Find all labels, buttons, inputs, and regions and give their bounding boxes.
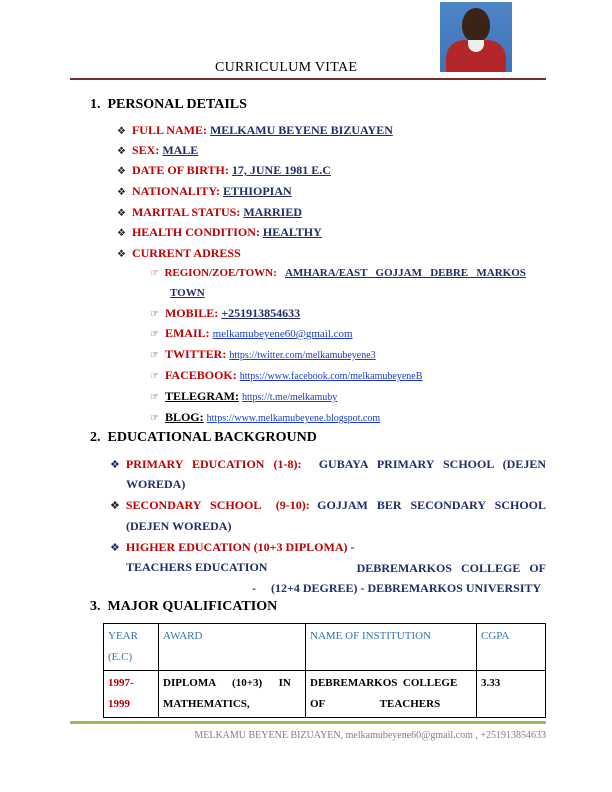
year-line2: 1999 [108, 698, 130, 710]
award-line2: MATHEMATICS, [163, 698, 250, 710]
section-title: PERSONAL DETAILS [107, 97, 247, 112]
education-secondary-line2 [126, 516, 231, 536]
cell-award [159, 671, 306, 718]
institution-line2: OF TEACHERS [310, 698, 441, 710]
item-value: MELKAMU BEYENE BIZUAYEN [209, 123, 393, 137]
profile-photo [440, 2, 512, 72]
mobile-value[interactable]: +251913854633 [221, 306, 301, 320]
higher-sep: - [347, 540, 358, 554]
pointing-hand-icon: ☞ [150, 413, 159, 424]
degree-dash: - [252, 581, 256, 595]
blog-link[interactable]: https://www.melkamubeyene.blogspot.com [206, 413, 381, 424]
personal-item-sex [117, 143, 198, 158]
pointing-hand-icon: ☞ [150, 392, 159, 403]
address-mobile [150, 306, 300, 321]
cell-cgpa: 3.33 [477, 671, 546, 718]
item-label: MARITAL STATUS: [131, 205, 241, 219]
higher-value: DEBREMARKOS COLLEGE OF [356, 561, 546, 575]
diamond-bullet-icon: ❖ [110, 459, 120, 471]
region-value: AMHARA/EAST GOJJAM DEBRE MARKOS [284, 267, 526, 279]
primary-value: GUBAYA PRIMARY SCHOOL (DEJEN [318, 457, 546, 471]
mobile-label: MOBILE: [164, 306, 219, 320]
item-value: HEALTHY [262, 225, 322, 239]
email-label: EMAIL: [164, 326, 210, 340]
diamond-bullet-icon: ❖ [117, 228, 126, 239]
twitter-link[interactable]: https://twitter.com/melkamubeyene3 [229, 350, 376, 361]
institution-line1: DEBREMARKOS COLLEGE [310, 677, 458, 689]
personal-item-nationality [117, 184, 292, 199]
education-secondary [110, 495, 546, 516]
section-title: MAJOR QUALIFICATION [107, 599, 278, 614]
facebook-link[interactable]: https://www.facebook.com/melkamubeyeneB [239, 371, 423, 382]
education-primary [110, 454, 546, 475]
personal-item-dob [117, 163, 331, 178]
personal-item-name [117, 123, 393, 138]
primary-label: PRIMARY EDUCATION (1-8): [125, 457, 302, 471]
page-title: CURRICULUM VITAE [215, 60, 358, 75]
header-institution: NAME OF INSTITUTION [306, 624, 477, 671]
item-value: MARRIED [243, 205, 302, 219]
section-title: EDUCATIONAL BACKGROUND [107, 430, 317, 445]
diamond-bullet-icon: ❖ [117, 249, 126, 260]
item-value: 17, JUNE 1981 E.C [231, 163, 331, 177]
photo-face [462, 8, 490, 42]
header-year: YEAR (E.C) [104, 624, 159, 671]
cell-year [104, 671, 159, 718]
address-twitter [150, 347, 376, 362]
item-label: DATE OF BIRTH: [131, 163, 229, 177]
address-facebook [150, 368, 422, 383]
personal-item-marital [117, 205, 302, 220]
email-link[interactable]: melkamubeyene60@gmail.com [212, 328, 353, 340]
address-email [150, 326, 353, 341]
education-degree [252, 578, 541, 598]
item-label: CURRENT ADRESS [131, 246, 241, 260]
address-telegram [150, 389, 337, 404]
telegram-link[interactable]: https://t.me/melkamuby [241, 392, 338, 403]
region-label: REGION/ZOE/TOWN: [164, 267, 277, 279]
higher-value-cont: TEACHERS EDUCATION [126, 560, 268, 574]
facebook-label: FACEBOOK: [164, 368, 237, 382]
item-label: FULL NAME: [131, 123, 207, 137]
title-rule [70, 78, 546, 80]
section-number: 3. [90, 599, 101, 614]
diamond-bullet-icon: ❖ [110, 542, 120, 554]
section-education-heading [90, 430, 317, 446]
diamond-bullet-icon: ❖ [117, 208, 126, 219]
address-region-line2 [170, 287, 205, 299]
diamond-bullet-icon: ❖ [117, 126, 126, 137]
item-label: HEALTH CONDITION: [131, 225, 260, 239]
cell-institution [306, 671, 477, 718]
twitter-label: TWITTER: [164, 347, 227, 361]
region-value-cont: TOWN [170, 287, 205, 299]
footer-text: MELKAMU BEYENE BIZUAYEN, melkamubeyene60@gmail.com , +251913854633 [194, 730, 546, 741]
diamond-bullet-icon: ❖ [110, 500, 120, 512]
pointing-hand-icon: ☞ [150, 309, 159, 320]
section-personal-heading [90, 97, 247, 113]
degree-text: (12+4 DEGREE) - DEBREMARKOS UNIVERSITY [271, 581, 542, 595]
address-region [150, 267, 546, 279]
higher-label: HIGHER EDUCATION (10+3 DIPLOMA) [125, 540, 348, 554]
header-award: AWARD [159, 624, 306, 671]
secondary-value-cont: (DEJEN WOREDA) [126, 519, 232, 533]
year-line1: 1997- [108, 677, 134, 689]
education-primary-line2 [126, 474, 185, 494]
diamond-bullet-icon: ❖ [117, 187, 126, 198]
header-cgpa: CGPA [477, 624, 546, 671]
item-value: ETHIOPIAN [223, 184, 292, 198]
address-blog [150, 410, 380, 425]
item-value: MALE [162, 143, 199, 157]
pointing-hand-icon: ☞ [150, 350, 159, 361]
section-qualification-heading [90, 599, 277, 615]
table-header-row [104, 624, 546, 671]
pointing-hand-icon: ☞ [150, 329, 159, 340]
section-number: 2. [90, 430, 101, 445]
table-row [104, 671, 546, 718]
telegram-label: TELEGRAM: [164, 389, 239, 403]
diamond-bullet-icon: ❖ [117, 146, 126, 157]
personal-item-address [117, 246, 241, 261]
secondary-label: SECONDARY SCHOOL (9-10): [125, 498, 310, 512]
item-label: SEX: [131, 143, 160, 157]
item-label: NATIONALITY: [131, 184, 220, 198]
personal-item-health [117, 225, 322, 240]
award-line1: DIPLOMA (10+3) IN [163, 677, 291, 689]
section-number: 1. [90, 97, 101, 112]
education-higher-line2 [126, 557, 267, 577]
secondary-value: GOJJAM BER SECONDARY SCHOOL [317, 498, 546, 512]
primary-value-cont: WOREDA) [126, 477, 186, 491]
qualification-table [103, 623, 546, 718]
pointing-hand-icon: ☞ [150, 268, 159, 279]
blog-label: BLOG: [164, 410, 204, 424]
diamond-bullet-icon: ❖ [117, 166, 126, 177]
pointing-hand-icon: ☞ [150, 371, 159, 382]
footer-rule [70, 721, 546, 724]
